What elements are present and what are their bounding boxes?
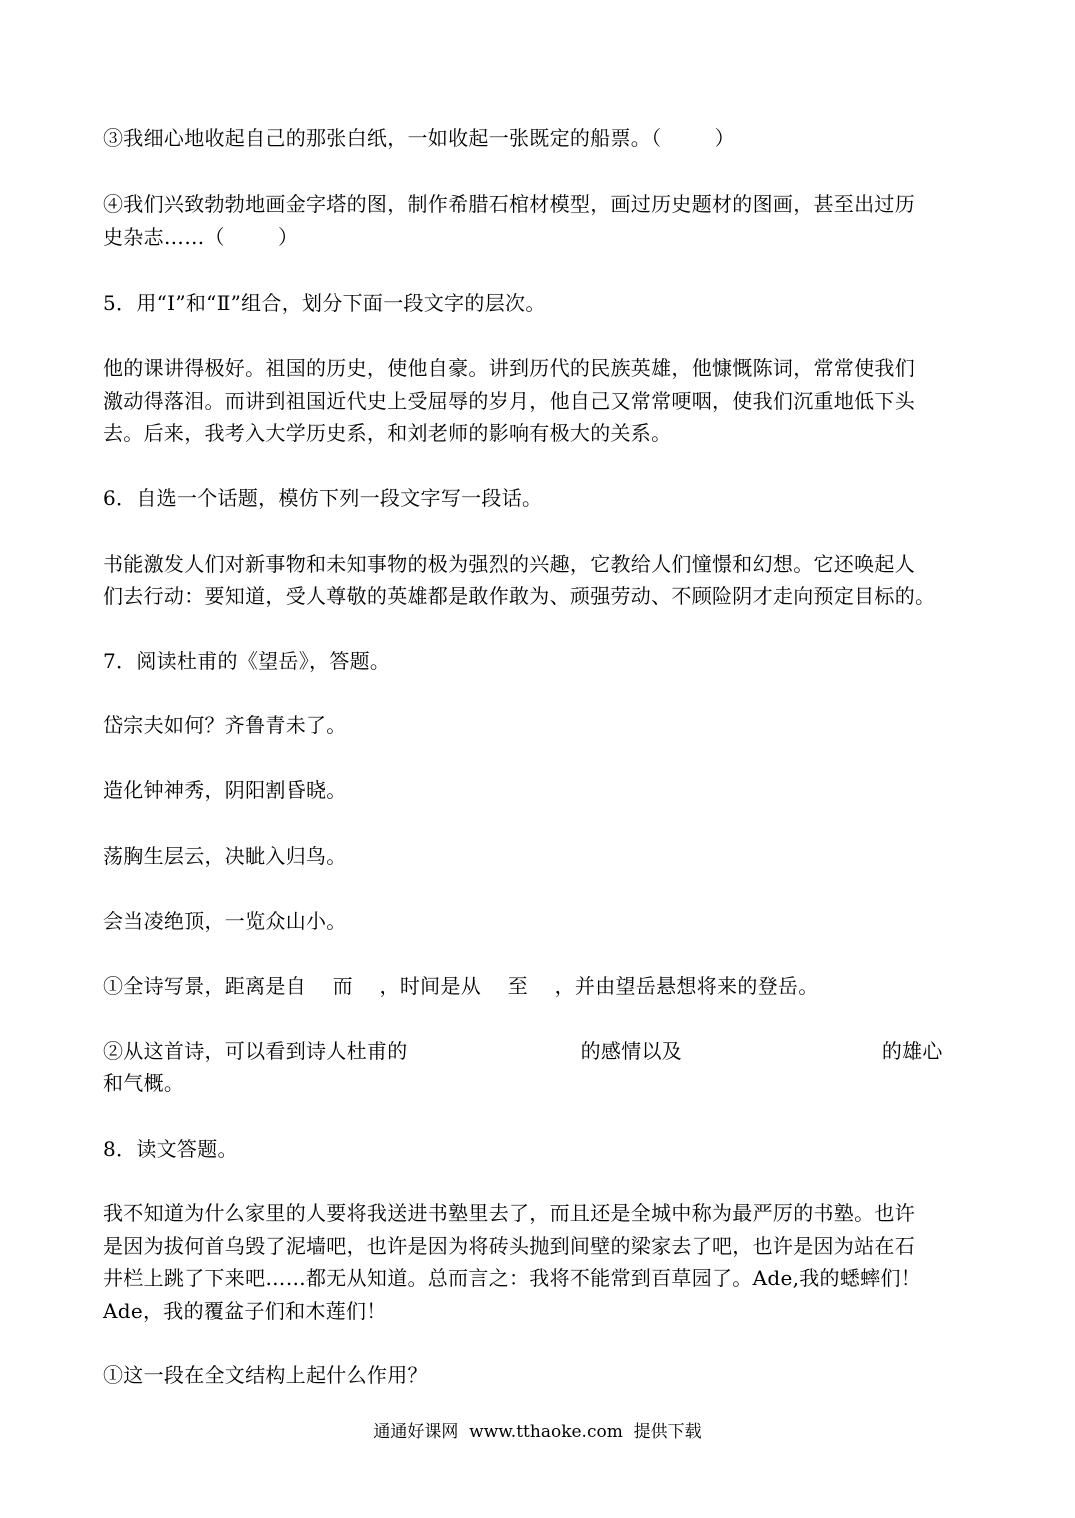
- question-4-item-3: ③我细心地收起自己的那张白纸，一如收起一张既定的船票。（ ）: [103, 126, 735, 150]
- poem-line-2: 造化钟神秀，阴阳割昏晓。: [103, 778, 347, 802]
- question-4-item-4-line-2: 史杂志……（ ）: [103, 225, 299, 249]
- question-8-item-1: ①这一段在全文结构上起什么作用？: [103, 1363, 428, 1387]
- question-7-heading: 7．阅读杜甫的《望岳》，答题。: [103, 649, 391, 673]
- question-7-item-2-line-1: ②从这首诗，可以看到诗人杜甫的 的感情以及 的雄心: [103, 1039, 943, 1063]
- question-8-passage-line-4: Ade，我的覆盆子们和木莲们！: [103, 1299, 387, 1323]
- question-7-item-2-line-2: 和气概。: [103, 1071, 185, 1095]
- question-8-passage-line-1: 我不知道为什么家里的人要将我送进书塾里去了，而且还是全城中称为最严厉的书塾。也许: [103, 1201, 915, 1225]
- question-5-passage-line-2: 激动得落泪。而讲到祖国近代史上受屈辱的岁月，他自己又常常哽咽，使我们沉重地低下头: [103, 389, 915, 413]
- question-5-passage-line-1: 他的课讲得极好。祖国的历史，使他自豪。讲到历代的民族英雄，他慷慨陈词，常常使我们: [103, 356, 915, 380]
- question-7-item-1: ①全诗写景，距离是自 而 ，时间是从 至 ，并由望岳悬想将来的登岳。: [103, 974, 819, 998]
- question-4-item-4-line-1: ④我们兴致勃勃地画金字塔的图，制作希腊石棺材模型，画过历史题材的图画，甚至出过历: [103, 192, 915, 216]
- poem-line-3: 荡胸生层云，决眦入归鸟。: [103, 844, 347, 868]
- poem-line-4: 会当凌绝顶，一览众山小。: [103, 909, 347, 933]
- question-6-passage-line-2: 们去行动：要知道，受人尊敬的英雄都是敢作敢为、顽强劳动、不顾险阴才走向预定目标的。: [103, 584, 936, 608]
- question-8-heading: 8．读文答题。: [103, 1137, 238, 1161]
- question-5-heading: 5．用“Ⅰ”和“Ⅱ”组合，划分下面一段文字的层次。: [103, 291, 546, 315]
- question-8-passage-line-2: 是因为拔何首乌毁了泥墙吧，也许是因为将砖头抛到间壁的梁家去了吧，也许是因为站在石: [103, 1234, 915, 1258]
- question-6-heading: 6．自选一个话题，模仿下列一段文字写一段话。: [103, 486, 543, 510]
- question-6-passage-line-1: 书能激发人们对新事物和未知事物的极为强烈的兴趣，它教给人们憧憬和幻想。它还唤起人: [103, 552, 915, 576]
- page-footer: 通通好课网 www.tthaoke.com 提供下载: [373, 1422, 702, 1442]
- question-5-passage-line-3: 去。后来，我考入大学历史系，和刘老师的影响有极大的关系。: [103, 421, 672, 445]
- question-8-passage-line-3: 井栏上跳了下来吧……都无从知道。总而言之：我将不能常到百草园了。Ade,我的蟋蟀们！: [103, 1266, 922, 1290]
- poem-line-1: 岱宗夫如何？齐鲁青未了。: [103, 713, 347, 737]
